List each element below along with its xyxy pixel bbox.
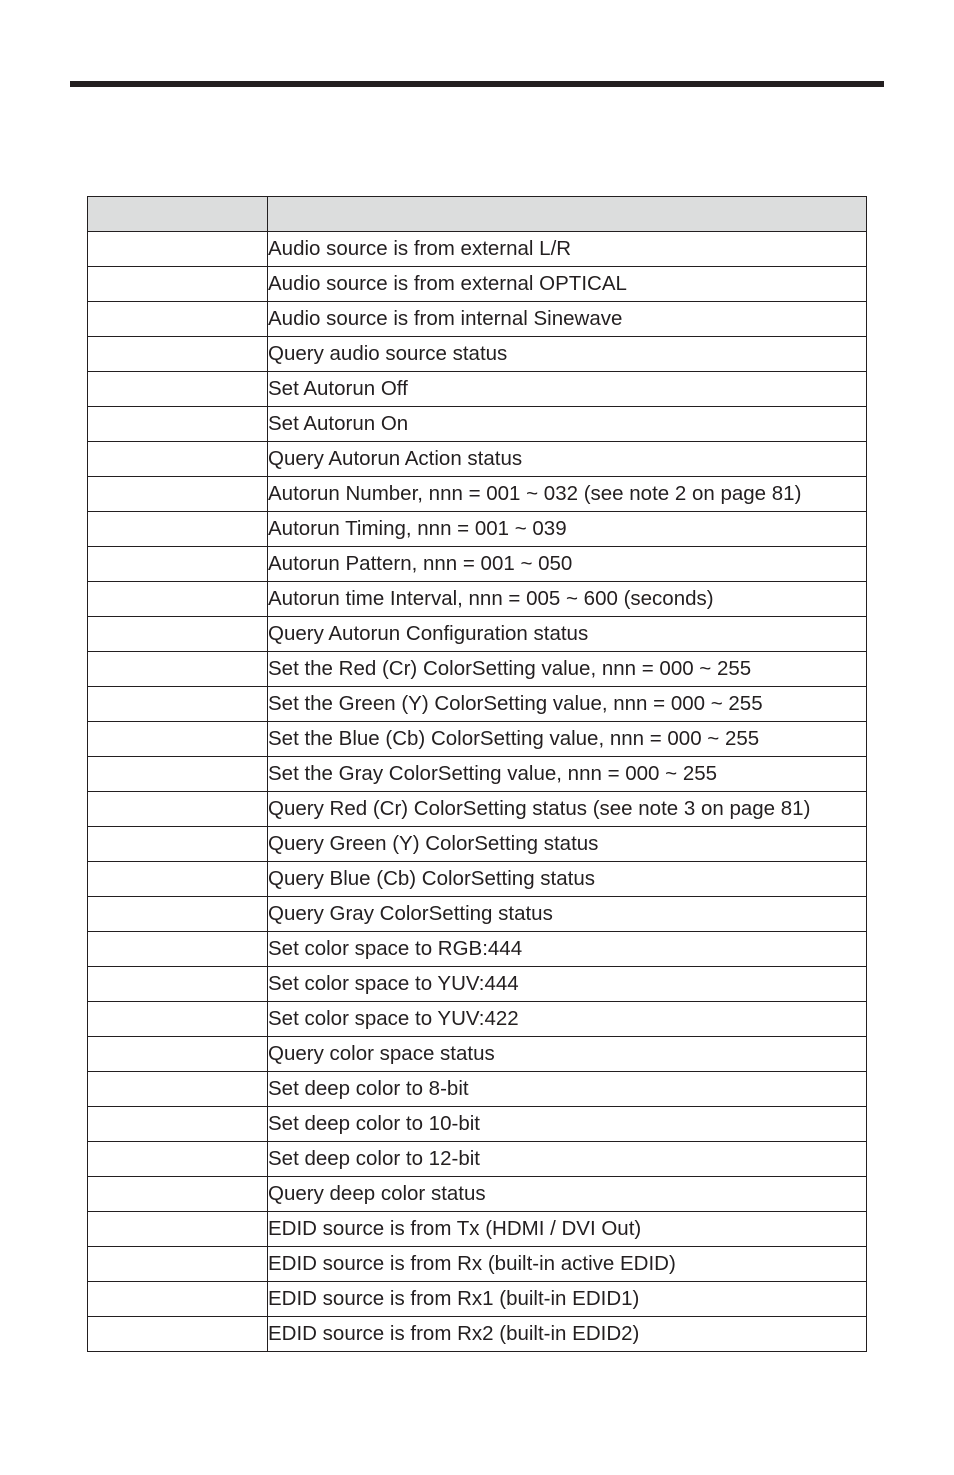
table-row (88, 547, 867, 582)
description-cell: Set deep color to 8-bit (268, 1072, 867, 1107)
command-cell (88, 617, 268, 652)
table-row (88, 1107, 867, 1142)
table-row (88, 267, 867, 302)
description-cell: Set the Blue (Cb) ColorSetting value, nnn = 000 ~ 255 (268, 722, 867, 757)
table-body (88, 232, 867, 1352)
command-cell (88, 1072, 268, 1107)
description-cell: Set Autorun On (268, 407, 867, 442)
table-row (88, 827, 867, 862)
description-cell: Query Autorun Action status (268, 442, 867, 477)
table-row (88, 862, 867, 897)
command-cell (88, 967, 268, 1002)
description-cell: Query Blue (Cb) ColorSetting status (268, 862, 867, 897)
command-cell (88, 757, 268, 792)
command-cell (88, 477, 268, 512)
command-cell (88, 1317, 268, 1352)
command-table (87, 196, 867, 1352)
command-cell (88, 302, 268, 337)
description-cell: Set deep color to 10-bit (268, 1107, 867, 1142)
description-cell: Autorun Timing, nnn = 001 ~ 039 (268, 512, 867, 547)
description-cell: Set color space to RGB:444 (268, 932, 867, 967)
command-cell (88, 862, 268, 897)
table-row (88, 1072, 867, 1107)
command-cell (88, 337, 268, 372)
command-cell (88, 652, 268, 687)
table-row (88, 687, 867, 722)
description-cell: Set color space to YUV:444 (268, 967, 867, 1002)
table-row (88, 932, 867, 967)
command-cell (88, 897, 268, 932)
description-cell: Query color space status (268, 1037, 867, 1072)
table-row (88, 372, 867, 407)
description-cell: Set deep color to 12-bit (268, 1142, 867, 1177)
command-cell (88, 1212, 268, 1247)
command-cell (88, 1107, 268, 1142)
table-row (88, 1247, 867, 1282)
table-row (88, 1282, 867, 1317)
description-cell: Autorun time Interval, nnn = 005 ~ 600 (seconds) (268, 582, 867, 617)
table-row (88, 617, 867, 652)
table-row (88, 477, 867, 512)
header-command (88, 197, 268, 232)
command-cell (88, 442, 268, 477)
command-cell (88, 1282, 268, 1317)
table-header-row (88, 197, 867, 232)
description-cell: Query audio source status (268, 337, 867, 372)
table-row (88, 722, 867, 757)
description-cell: Set color space to YUV:422 (268, 1002, 867, 1037)
description-cell: Audio source is from internal Sinewave (268, 302, 867, 337)
table-row (88, 1317, 867, 1352)
table-row (88, 897, 867, 932)
command-cell (88, 827, 268, 862)
description-cell: Set the Red (Cr) ColorSetting value, nnn = 000 ~ 255 (268, 652, 867, 687)
table-row (88, 792, 867, 827)
table-row (88, 232, 867, 267)
command-cell (88, 722, 268, 757)
command-cell (88, 1247, 268, 1282)
description-cell: Autorun Number, nnn = 001 ~ 032 (see note 2 on page 81) (268, 477, 867, 512)
command-cell (88, 232, 268, 267)
description-cell: Query Autorun Configuration status (268, 617, 867, 652)
table-row (88, 337, 867, 372)
description-cell: Query Gray ColorSetting status (268, 897, 867, 932)
description-cell: Autorun Pattern, nnn = 001 ~ 050 (268, 547, 867, 582)
command-cell (88, 1037, 268, 1072)
command-cell (88, 267, 268, 302)
description-cell: EDID source is from Tx (HDMI / DVI Out) (268, 1212, 867, 1247)
command-cell (88, 932, 268, 967)
command-cell (88, 1177, 268, 1212)
command-cell (88, 407, 268, 442)
command-cell (88, 1002, 268, 1037)
description-cell: Set the Green (Y) ColorSetting value, nnn = 000 ~ 255 (268, 687, 867, 722)
table-row (88, 757, 867, 792)
description-cell: Query deep color status (268, 1177, 867, 1212)
command-cell (88, 687, 268, 722)
table-row (88, 442, 867, 477)
command-cell (88, 372, 268, 407)
table-row (88, 302, 867, 337)
table-row (88, 407, 867, 442)
table-row (88, 967, 867, 1002)
table-row (88, 1142, 867, 1177)
description-cell: Set Autorun Off (268, 372, 867, 407)
header-description (268, 197, 867, 232)
command-cell (88, 582, 268, 617)
command-cell (88, 512, 268, 547)
table-row (88, 512, 867, 547)
description-cell: EDID source is from Rx (built-in active EDID) (268, 1247, 867, 1282)
table-row (88, 1177, 867, 1212)
description-cell: Audio source is from external OPTICAL (268, 267, 867, 302)
table-row (88, 1002, 867, 1037)
table-row (88, 582, 867, 617)
description-cell: Audio source is from external L/R (268, 232, 867, 267)
description-cell: Set the Gray ColorSetting value, nnn = 000 ~ 255 (268, 757, 867, 792)
description-cell: EDID source is from Rx2 (built-in EDID2) (268, 1317, 867, 1352)
table-row (88, 1037, 867, 1072)
description-cell: EDID source is from Rx1 (built-in EDID1) (268, 1282, 867, 1317)
table-row (88, 652, 867, 687)
description-cell: Query Green (Y) ColorSetting status (268, 827, 867, 862)
command-cell (88, 547, 268, 582)
description-cell: Query Red (Cr) ColorSetting status (see note 3 on page 81) (268, 792, 867, 827)
command-cell (88, 792, 268, 827)
top-rule (70, 81, 884, 87)
table-row (88, 1212, 867, 1247)
command-cell (88, 1142, 268, 1177)
